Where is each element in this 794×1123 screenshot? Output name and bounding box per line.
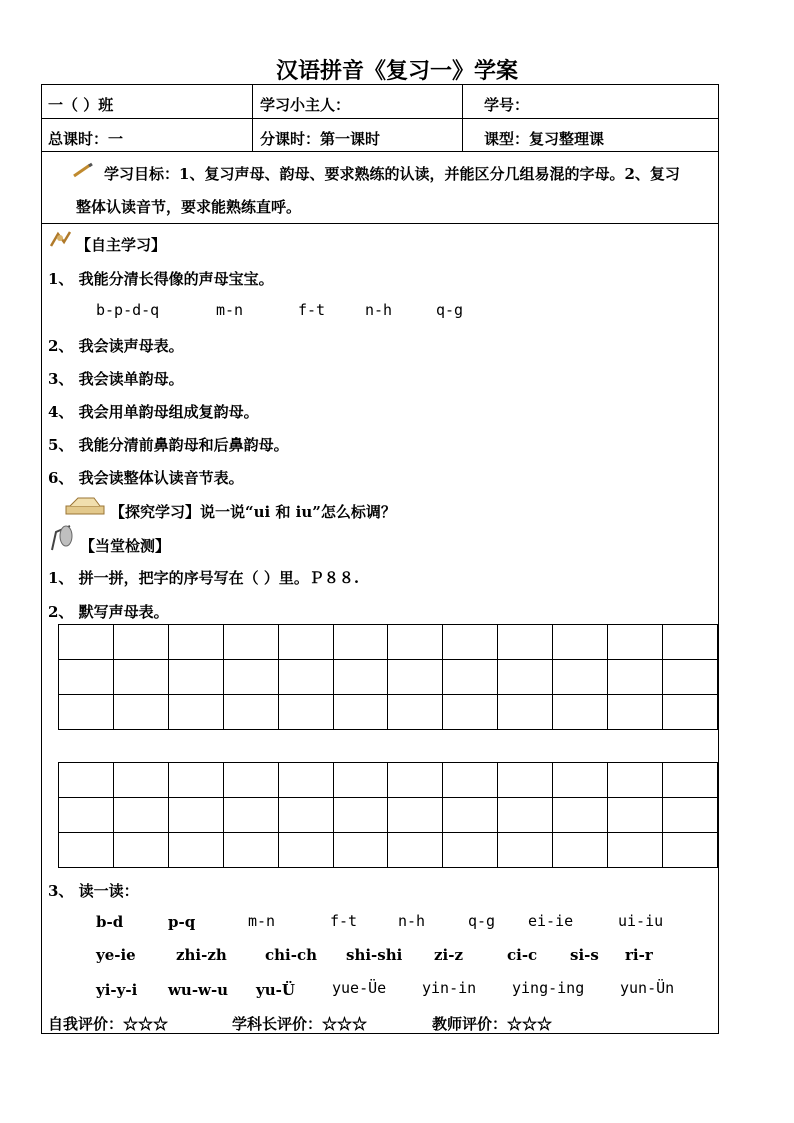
self-study-heading: 【自主学习】 (76, 236, 167, 254)
writing-grid (58, 762, 718, 868)
grid-cell[interactable] (59, 625, 114, 660)
divider (462, 84, 463, 151)
grid-cell[interactable] (278, 798, 333, 833)
grid-cell[interactable] (498, 625, 553, 660)
grid-cell[interactable] (113, 833, 168, 868)
grid-cell[interactable] (278, 833, 333, 868)
self-study-item-5: 5、 我能分清前鼻韵母和后鼻韵母。 (48, 436, 289, 454)
grid-cell[interactable] (608, 695, 663, 730)
grid-cell[interactable] (223, 763, 278, 798)
grid-cell[interactable] (443, 660, 498, 695)
grid-cell[interactable] (608, 660, 663, 695)
grid-cell[interactable] (498, 833, 553, 868)
leader-evaluation: 学科长评价：☆☆☆ (232, 1015, 368, 1033)
grid-cell[interactable] (443, 695, 498, 730)
grid-cell[interactable] (223, 695, 278, 730)
grid-cell[interactable] (333, 798, 388, 833)
explore-question: 【探究学习】说一说“ui 和 iu”怎么标调？ (110, 503, 396, 521)
grid-cell[interactable] (168, 833, 223, 868)
grid-cell[interactable] (498, 660, 553, 695)
total-hours: 总课时：一 (48, 130, 124, 148)
grid-cell[interactable] (608, 798, 663, 833)
grid-cell[interactable] (59, 833, 114, 868)
divider (252, 84, 253, 151)
self-study-item-1: 1、 我能分清长得像的声母宝宝。 (48, 270, 274, 288)
grid-cell[interactable] (168, 660, 223, 695)
grid-cell[interactable] (388, 763, 443, 798)
grid-cell[interactable] (662, 833, 717, 868)
grid-cell[interactable] (443, 763, 498, 798)
reading-pair: ye-ie (96, 946, 136, 964)
sub-hours: 分课时：第一课时 (260, 130, 381, 148)
grid-cell[interactable] (168, 695, 223, 730)
grid-cell[interactable] (278, 625, 333, 660)
writing-grid (58, 624, 718, 730)
reading-pair: zi-z (434, 946, 463, 964)
grid-cell[interactable] (333, 763, 388, 798)
grid-cell[interactable] (223, 625, 278, 660)
letter-pair: f-t (298, 301, 326, 319)
reading-pair: p-q (168, 913, 196, 931)
grid-cell[interactable] (333, 660, 388, 695)
check-item-1: 1、 拼一拼，把字的序号写在（ ）里。Ｐ８８. (48, 569, 360, 587)
grid-cell[interactable] (333, 833, 388, 868)
grid-cell[interactable] (443, 798, 498, 833)
page-title: 汉语拼音《复习一》学案 (275, 59, 518, 84)
grid-cell[interactable] (333, 695, 388, 730)
letter-pair: b-p-d-q (96, 301, 160, 319)
grid-cell[interactable] (113, 660, 168, 695)
reading-pair: shi-shi (346, 946, 403, 964)
grid-cell[interactable] (553, 798, 608, 833)
reading-pair: b-d (96, 913, 124, 931)
grid-cell[interactable] (278, 660, 333, 695)
grid-cell[interactable] (223, 798, 278, 833)
reading-pair: n-h (398, 912, 426, 930)
grid-cell[interactable] (223, 660, 278, 695)
lesson-type: 课型：复习整理课 (484, 130, 605, 148)
check-item-2: 2、 默写声母表。 (48, 603, 169, 621)
grid-cell[interactable] (388, 833, 443, 868)
divider (41, 118, 719, 119)
grid-cell[interactable] (662, 695, 717, 730)
letter-pair: q-g (436, 301, 464, 319)
grid-cell[interactable] (168, 763, 223, 798)
grid-cell[interactable] (662, 763, 717, 798)
reading-pair: ci-c (507, 946, 538, 964)
grid-cell[interactable] (662, 798, 717, 833)
host-label: 学习小主人： (260, 96, 351, 114)
grid-cell[interactable] (388, 625, 443, 660)
reading-pair: m-n (248, 912, 276, 930)
grid-cell[interactable] (59, 763, 114, 798)
reading-pair: yin-in (422, 979, 477, 997)
grid-cell[interactable] (333, 625, 388, 660)
reading-pair: zhi-zh (176, 946, 227, 964)
study-bird-icon (48, 228, 74, 250)
student-id-label: 学号： (484, 96, 530, 114)
reading-pair: chi-ch (265, 946, 318, 964)
grid-cell[interactable] (59, 695, 114, 730)
check-heading: 【当堂检测】 (80, 537, 171, 555)
teacher-evaluation: 教师评价：☆☆☆ (432, 1015, 553, 1033)
check-item-3: 3、 读一读： (48, 882, 139, 900)
self-study-item-3: 3、 我会读单韵母。 (48, 370, 184, 388)
grid-cell[interactable] (168, 798, 223, 833)
grid-cell[interactable] (498, 798, 553, 833)
grid-cell[interactable] (59, 798, 114, 833)
grid-cell[interactable] (388, 798, 443, 833)
grid-cell[interactable] (662, 625, 717, 660)
grid-cell[interactable] (662, 660, 717, 695)
grid-cell[interactable] (443, 625, 498, 660)
grid-cell[interactable] (113, 798, 168, 833)
grid-cell[interactable] (553, 660, 608, 695)
grid-cell[interactable] (59, 660, 114, 695)
pencil-icon (72, 161, 94, 179)
reading-pair: wu-w-u (168, 981, 229, 999)
letter-pair: n-h (365, 301, 393, 319)
grid-cell[interactable] (113, 763, 168, 798)
grid-cell[interactable] (608, 833, 663, 868)
reading-pair: si-s (570, 946, 599, 964)
reading-pair: ying-ing (512, 979, 585, 997)
grid-cell[interactable] (498, 695, 553, 730)
grid-cell[interactable] (113, 625, 168, 660)
divider (41, 223, 719, 224)
book-icon (64, 494, 106, 518)
grid-cell[interactable] (608, 625, 663, 660)
grid-cell[interactable] (553, 763, 608, 798)
grid-cell[interactable] (168, 625, 223, 660)
self-study-item-2: 2、 我会读声母表。 (48, 337, 184, 355)
self-study-item-6: 6、 我会读整体认读音节表。 (48, 469, 244, 487)
feather-icon (48, 524, 78, 552)
grid-cell[interactable] (553, 833, 608, 868)
grid-cell[interactable] (388, 660, 443, 695)
grid-cell[interactable] (608, 763, 663, 798)
reading-pair: yu-Ü (256, 981, 295, 999)
grid-cell[interactable] (113, 695, 168, 730)
objective-line-2: 整体认读音节，要求能熟练直呼。 (76, 198, 302, 216)
grid-cell[interactable] (443, 833, 498, 868)
grid-cell[interactable] (553, 695, 608, 730)
reading-pair: yun-Ün (620, 979, 675, 997)
reading-pair: ri-r (625, 946, 653, 964)
self-evaluation: 自我评价：☆☆☆ (48, 1015, 169, 1033)
reading-pair: ui-iu (618, 912, 664, 930)
class-label: 一（ ）班 (48, 96, 114, 114)
worksheet-frame (41, 84, 719, 1034)
reading-pair: yue-Üe (332, 979, 387, 997)
reading-pair: f-t (330, 912, 358, 930)
grid-cell[interactable] (388, 695, 443, 730)
grid-cell[interactable] (278, 695, 333, 730)
letter-pair: m-n (216, 301, 244, 319)
grid-cell[interactable] (498, 763, 553, 798)
objective-line-1: 学习目标：1、复习声母、韵母、要求熟练的认读，并能区分几组易混的字母。2、复习 (104, 165, 680, 183)
reading-pair: yi-y-i (96, 981, 138, 999)
self-study-item-4: 4、 我会用单韵母组成复韵母。 (48, 403, 259, 421)
grid-cell[interactable] (223, 833, 278, 868)
grid-cell[interactable] (553, 625, 608, 660)
grid-cell[interactable] (278, 763, 333, 798)
reading-pair: ei-ie (528, 912, 574, 930)
reading-pair: q-g (468, 912, 496, 930)
divider (41, 151, 719, 152)
